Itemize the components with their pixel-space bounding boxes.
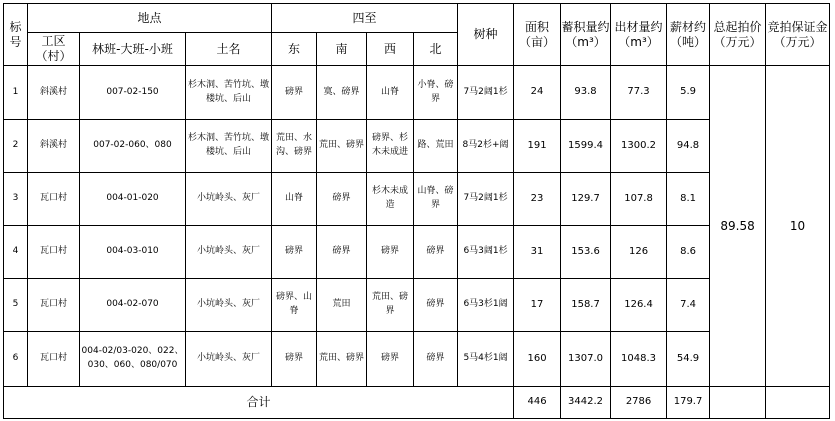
total-deposit-empty [766,387,830,419]
cell-firewood: 5.9 [667,66,710,120]
cell-east: 磅界 [272,226,317,279]
header-firewood: 薪材约（吨） [667,4,710,66]
cell-area: 24 [514,66,561,120]
cell-area: 31 [514,226,561,279]
cell-forest-class: 004-02/03-020、022、030、060、080/070 [80,332,186,387]
header-area: 面积（亩） [514,4,561,66]
cell-west: 杉木未成造 [367,173,414,226]
cell-west: 磅界、杉木未成进 [367,120,414,173]
cell-south: 磅界 [317,226,367,279]
header-north: 北 [414,33,458,66]
cell-east: 磅界、山脊 [272,279,317,332]
cell-firewood: 7.4 [667,279,710,332]
header-south: 南 [317,33,367,66]
cell-west: 磅界 [367,226,414,279]
cell-no: 1 [4,66,28,120]
table-row [4,120,830,173]
cell-tree-species: 7马2阔1杉 [458,173,514,226]
cell-output-volume: 77.3 [611,66,667,120]
header-stock-volume: 蓄积量约（m³） [561,4,611,66]
cell-firewood: 8.1 [667,173,710,226]
cell-output-volume: 1300.2 [611,120,667,173]
header-deposit: 竞拍保证金（万元） [766,4,830,66]
table-row [4,279,830,332]
cell-start-price: 89.58 [710,66,766,387]
cell-stock-volume: 153.6 [561,226,611,279]
cell-stock-volume: 129.7 [561,173,611,226]
cell-output-volume: 126.4 [611,279,667,332]
forest-auction-table [3,3,830,419]
total-label: 合计 [4,387,514,419]
cell-village: 斜溪村 [28,66,80,120]
header-four-bounds: 四至 [272,4,458,33]
cell-village: 瓦口村 [28,279,80,332]
cell-south: 寞、磅界 [317,66,367,120]
total-start-price-empty [710,387,766,419]
cell-north: 磅界 [414,332,458,387]
total-row [4,387,830,419]
cell-north: 磅界 [414,226,458,279]
header-output-volume: 出材量约（m³） [611,4,667,66]
cell-no: 6 [4,332,28,387]
cell-area: 17 [514,279,561,332]
cell-tree-species: 8马2杉+阔 [458,120,514,173]
cell-area: 160 [514,332,561,387]
cell-tree-species: 6马3杉1阔 [458,279,514,332]
cell-south: 荒田 [317,279,367,332]
cell-forest-class: 004-01-020 [80,173,186,226]
cell-village: 斜溪村 [28,120,80,173]
cell-village: 瓦口村 [28,332,80,387]
header-start-price: 总起拍价（万元） [710,4,766,66]
table-row [4,226,830,279]
header-soil-name: 土名 [186,33,272,66]
cell-soil-name: 杉木洞、苦竹坑、墩楼坑、后山 [186,66,272,120]
cell-forest-class: 007-02-150 [80,66,186,120]
cell-soil-name: 小坑岭头、灰厂 [186,279,272,332]
cell-village: 瓦口村 [28,173,80,226]
total-stock-volume: 3442.2 [561,387,611,419]
header-row-1 [4,4,830,33]
cell-soil-name: 小坑岭头、灰厂 [186,332,272,387]
cell-east: 山脊 [272,173,317,226]
cell-south: 荒田、磅界 [317,332,367,387]
cell-deposit: 10 [766,66,830,387]
header-village: 工区（村） [28,33,80,66]
header-west: 西 [367,33,414,66]
cell-south: 磅界 [317,173,367,226]
cell-no: 5 [4,279,28,332]
cell-east: 磅界 [272,332,317,387]
total-area: 446 [514,387,561,419]
cell-no: 3 [4,173,28,226]
cell-firewood: 94.8 [667,120,710,173]
cell-tree-species: 7马2阔1杉 [458,66,514,120]
cell-stock-volume: 93.8 [561,66,611,120]
cell-south: 荒田、磅界 [317,120,367,173]
header-east: 东 [272,33,317,66]
cell-forest-class: 004-03-010 [80,226,186,279]
cell-north: 路、荒田 [414,120,458,173]
cell-tree-species: 5马4杉1阔 [458,332,514,387]
cell-firewood: 54.9 [667,332,710,387]
cell-no: 4 [4,226,28,279]
cell-stock-volume: 1307.0 [561,332,611,387]
cell-tree-species: 6马3阔1杉 [458,226,514,279]
cell-no: 2 [4,120,28,173]
cell-output-volume: 126 [611,226,667,279]
table-row [4,173,830,226]
header-location: 地点 [28,4,272,33]
cell-forest-class: 007-02-060、080 [80,120,186,173]
cell-west: 山脊 [367,66,414,120]
cell-north: 山脊、磅界 [414,173,458,226]
cell-east: 荒田、水沟、磅界 [272,120,317,173]
cell-area: 191 [514,120,561,173]
cell-soil-name: 小坑岭头、灰厂 [186,173,272,226]
cell-stock-volume: 158.7 [561,279,611,332]
auction-table-wrapper [3,3,830,419]
cell-stock-volume: 1599.4 [561,120,611,173]
cell-west: 磅界 [367,332,414,387]
cell-forest-class: 004-02-070 [80,279,186,332]
cell-soil-name: 杉木洞、苦竹坑、墩楼坑、后山 [186,120,272,173]
cell-village: 瓦口村 [28,226,80,279]
table-row [4,332,830,387]
cell-west: 荒田、磅界 [367,279,414,332]
header-forest-class: 林班-大班-小班 [80,33,186,66]
cell-soil-name: 小坑岭头、灰厂 [186,226,272,279]
header-tree-species: 树种 [458,4,514,66]
total-firewood: 179.7 [667,387,710,419]
cell-east: 磅界 [272,66,317,120]
cell-area: 23 [514,173,561,226]
cell-firewood: 8.6 [667,226,710,279]
table-row [4,66,830,120]
cell-north: 小脊、磅界 [414,66,458,120]
cell-north: 磅界 [414,279,458,332]
cell-output-volume: 1048.3 [611,332,667,387]
header-seq: 标号 [4,4,28,66]
total-output-volume: 2786 [611,387,667,419]
cell-output-volume: 107.8 [611,173,667,226]
